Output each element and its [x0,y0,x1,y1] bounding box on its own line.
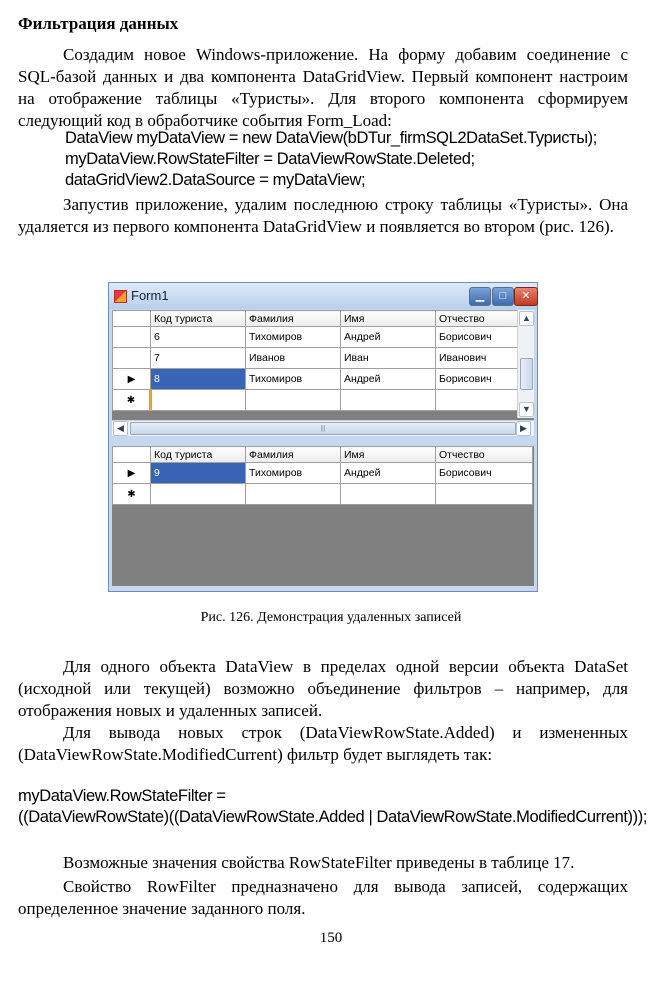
grid-cell[interactable]: Борисович [436,327,519,348]
table-row[interactable] [113,463,533,484]
new-row[interactable] [113,484,533,505]
column-header[interactable]: Код туриста [151,311,246,327]
vertical-scroll-thumb[interactable] [520,358,533,390]
column-header[interactable]: Фамилия [246,447,341,463]
column-header[interactable]: Фамилия [246,311,341,327]
code-line: DataView myDataView = new DataView(bDTur_firmSQL2DataSet.Туристы); [65,129,597,147]
scroll-right-icon[interactable]: ▶ [516,421,531,436]
window-title: Form1 [131,288,169,303]
current-row-indicator[interactable]: ▶ [113,463,151,484]
grid-cell[interactable] [151,390,246,411]
row-header-corner [113,447,151,463]
paragraph-added-modified: Для вывода новых строк (DataViewRowState.Added) и измененных (DataViewRowState.ModifiedCurrent) фильтр будет выглядеть так: [18,723,628,764]
grid-cell[interactable]: 7 [151,348,246,369]
table-row[interactable] [113,348,519,369]
paragraph-rowfilter: Свойство RowFilter предназначено для вывода записей, содержащих определенное значение заданного поля. [18,877,628,918]
maximize-button[interactable]: □ [492,287,514,306]
grid-cell[interactable] [341,484,436,505]
code-line: ((DataViewRowState)((DataViewRowState.Added | DataViewRowState.ModifiedCurrent))); [18,808,648,826]
data-grid-view-1[interactable] [112,310,534,436]
minimize-button[interactable]: ▁ [469,287,491,306]
data-grid-view-2[interactable] [112,446,534,586]
paragraph-intro: Создадим новое Windows-приложение. На форму добавим соединение с SQL-базой данных и два компонента DataGridView. Первый компонент настроим на отображение таблицы «Туристы». Для второго компонента сформируем следующий код в обработчике события Form_Load: [18,45,628,130]
grid-cell[interactable] [246,390,341,411]
selected-grid-cell[interactable]: 8 [151,369,246,390]
horizontal-scrollbar[interactable] [112,420,534,436]
row-header-corner [113,311,151,327]
grid-cell[interactable]: Андрей [341,327,436,348]
row-header[interactable] [113,327,151,348]
horizontal-scroll-thumb[interactable]: ||| [130,422,516,435]
paragraph-filter-combination: Для одного объекта DataView в пределах одной версии объекта DataSet (исходной или текущей) возможно объединение фильтров – например, для отображения новых и удаленных записей. [18,657,628,720]
grid-cell[interactable] [246,484,341,505]
app-icon [114,290,127,303]
code-line: dataGridView2.DataSource = myDataView; [65,171,366,189]
paragraph-run-app: Запустив приложение, удалим последнюю строку таблицы «Туристы». Она удаляется из первого компонента DataGridView и появляется во втором (рис. 126). [18,195,628,236]
close-button[interactable]: ✕ [514,287,538,306]
scroll-down-icon[interactable]: ▼ [519,402,534,417]
form1-window [108,282,538,592]
new-row[interactable] [113,390,519,411]
scroll-up-icon[interactable]: ▲ [519,311,534,326]
table-row[interactable] [113,369,519,390]
column-header[interactable]: Имя [341,447,436,463]
current-row-indicator[interactable]: ▶ [113,369,151,390]
grid-cell[interactable]: Андрей [341,463,436,484]
page-number: 150 [319,930,343,946]
grid-cell[interactable]: Андрей [341,369,436,390]
column-header[interactable]: Имя [341,311,436,327]
grid-cell[interactable] [436,484,533,505]
column-header[interactable]: Код туриста [151,447,246,463]
new-row-indicator[interactable]: ✱ [113,484,151,505]
grid-cell[interactable]: 6 [151,327,246,348]
grid-cell[interactable]: Борисович [436,369,519,390]
grid-cell[interactable]: Иванов [246,348,341,369]
selected-grid-cell[interactable]: 9 [151,463,246,484]
grid-cell[interactable]: Борисович [436,463,533,484]
column-header[interactable]: Отчество [436,447,533,463]
row-header[interactable] [113,348,151,369]
code-line: myDataView.RowStateFilter = [18,787,226,805]
new-row-indicator[interactable]: ✱ [113,390,151,411]
grid-cell[interactable] [341,390,436,411]
grid-cell[interactable] [151,484,246,505]
code-line: myDataView.RowStateFilter = DataViewRowState.Deleted; [65,150,475,168]
window-titlebar[interactable] [109,283,537,309]
scroll-left-icon[interactable]: ◀ [113,421,128,436]
grid-cell[interactable]: Иванович [436,348,519,369]
grid-cell[interactable]: Иван [341,348,436,369]
figure-caption: Рис. 126. Демонстрация удаленных записей [200,610,462,625]
section-heading: Фильтрация данных [18,14,179,33]
grid-cell[interactable]: Тихомиров [246,463,341,484]
grid-cell[interactable]: Тихомиров [246,327,341,348]
grid-cell[interactable]: Тихомиров [246,369,341,390]
table-row[interactable] [113,327,519,348]
paragraph-rowstatefilter-values: Возможные значения свойства RowStateFilter приведены в таблице 17. [63,853,575,872]
vertical-scrollbar[interactable] [517,310,534,418]
grid-cell[interactable] [436,390,519,411]
column-header[interactable]: Отчество [436,311,519,327]
